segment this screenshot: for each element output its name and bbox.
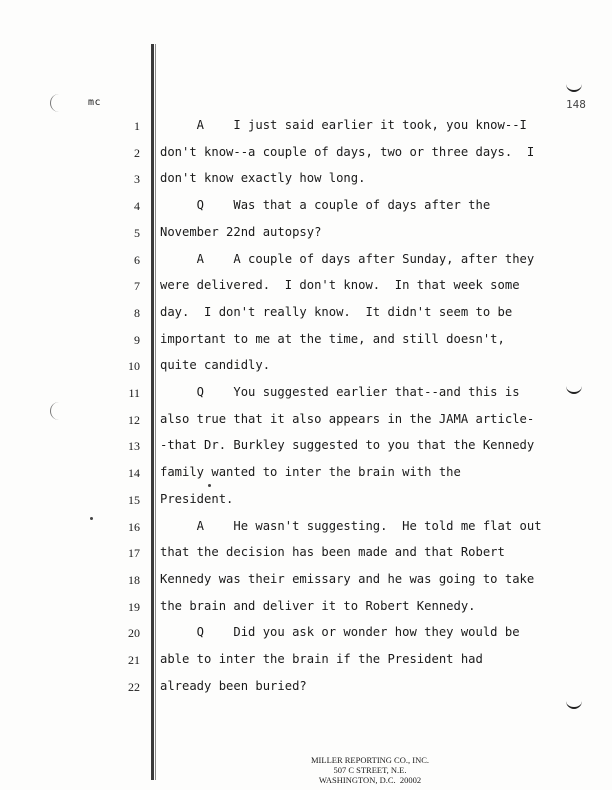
transcript-line [0, 624, 612, 651]
line-text: were delivered. I don't know. In that week some [160, 278, 520, 293]
line-number: 14 [128, 466, 140, 481]
transcript-line [0, 117, 612, 144]
line-number: 17 [128, 546, 140, 561]
line-number: 8 [134, 305, 140, 320]
punch-hole-mark-top [50, 94, 63, 112]
line-number: 3 [134, 172, 140, 187]
transcript-line [0, 331, 612, 358]
line-text: able to inter the brain if the President had [160, 652, 483, 666]
footer-company-name: MILLER REPORTING CO., INC. [310, 755, 430, 765]
line-text: Kennedy was their emissary and he was going to take [160, 571, 535, 586]
line-number: 6 [134, 252, 140, 267]
line-number: 15 [128, 492, 140, 507]
transcript-line [0, 384, 612, 411]
line-number: 5 [134, 225, 140, 240]
line-text: family wanted to inter the brain with the [160, 465, 461, 480]
transcript-line [0, 571, 612, 598]
transcript-line [0, 491, 612, 518]
transcript-line [0, 598, 612, 625]
line-text: A A couple of days after Sunday, after they [160, 251, 535, 266]
check-mark-icon [566, 82, 582, 92]
line-number: 12 [128, 412, 140, 427]
transcript-line [0, 304, 612, 331]
transcript-line [0, 224, 612, 251]
transcript-line [0, 464, 612, 491]
footer-city: WASHINGTON, D.C. 20002 [318, 775, 422, 785]
line-text: don't know exactly how long. [160, 171, 366, 186]
line-number: 16 [128, 519, 140, 534]
line-text: also true that it also appears in the JAMA article- [160, 411, 535, 426]
line-number: 1 [134, 119, 140, 133]
line-number: 19 [128, 599, 140, 614]
transcript-line [0, 437, 612, 464]
transcript-line [0, 651, 612, 678]
reporting-company-footer [250, 755, 490, 785]
line-text: day. I don't really know. It didn't seem to be [160, 304, 513, 319]
transcript-line [0, 170, 612, 197]
line-text: already been buried? [160, 678, 307, 693]
transcript-line [0, 197, 612, 224]
line-text: -that Dr. Burkley suggested to you that the Kennedy [160, 438, 535, 453]
line-text: Q Did you ask or wonder how they would be [160, 625, 520, 640]
transcript-line [0, 518, 612, 545]
line-number: 9 [134, 332, 140, 347]
transcript-line [0, 251, 612, 278]
transcript-line [0, 144, 612, 171]
line-text: the brain and deliver it to Robert Kennedy. [160, 598, 476, 613]
line-number: 20 [128, 626, 140, 641]
line-number: 7 [134, 279, 140, 294]
line-number: 10 [128, 359, 140, 374]
stray-mark [90, 517, 93, 520]
transcript-line [0, 357, 612, 384]
transcript-line [0, 678, 612, 705]
line-number: 22 [128, 679, 140, 694]
line-text: November 22nd autopsy? [160, 224, 322, 239]
line-number: 21 [128, 653, 140, 667]
page-number: 148 [566, 98, 586, 111]
stray-mark [208, 484, 211, 487]
line-text: Q Was that a couple of days after the [160, 198, 491, 213]
line-text: A I just said earlier it took, you know--I [160, 118, 527, 132]
transcript-line [0, 277, 612, 304]
reporter-initials: mc [88, 97, 102, 108]
footer-street-address: 507 C STREET, N.E. [333, 765, 407, 775]
line-text: don't know--a couple of days, two or three days. I [160, 144, 535, 159]
line-text: Q You suggested earlier that--and this is [160, 385, 520, 399]
line-number: 11 [128, 386, 140, 400]
line-text: quite candidly. [160, 358, 271, 373]
line-number: 13 [128, 439, 140, 454]
line-number: 2 [134, 145, 140, 160]
transcript-line [0, 411, 612, 438]
transcript-line [0, 544, 612, 571]
line-number: 4 [134, 199, 140, 214]
line-text: President. [160, 491, 234, 506]
line-text: A He wasn't suggesting. He told me flat out [160, 518, 542, 533]
line-number: 18 [128, 572, 140, 587]
line-text: that the decision has been made and that Robert [160, 545, 505, 560]
line-text: important to me at the time, and still doesn't, [160, 331, 505, 346]
